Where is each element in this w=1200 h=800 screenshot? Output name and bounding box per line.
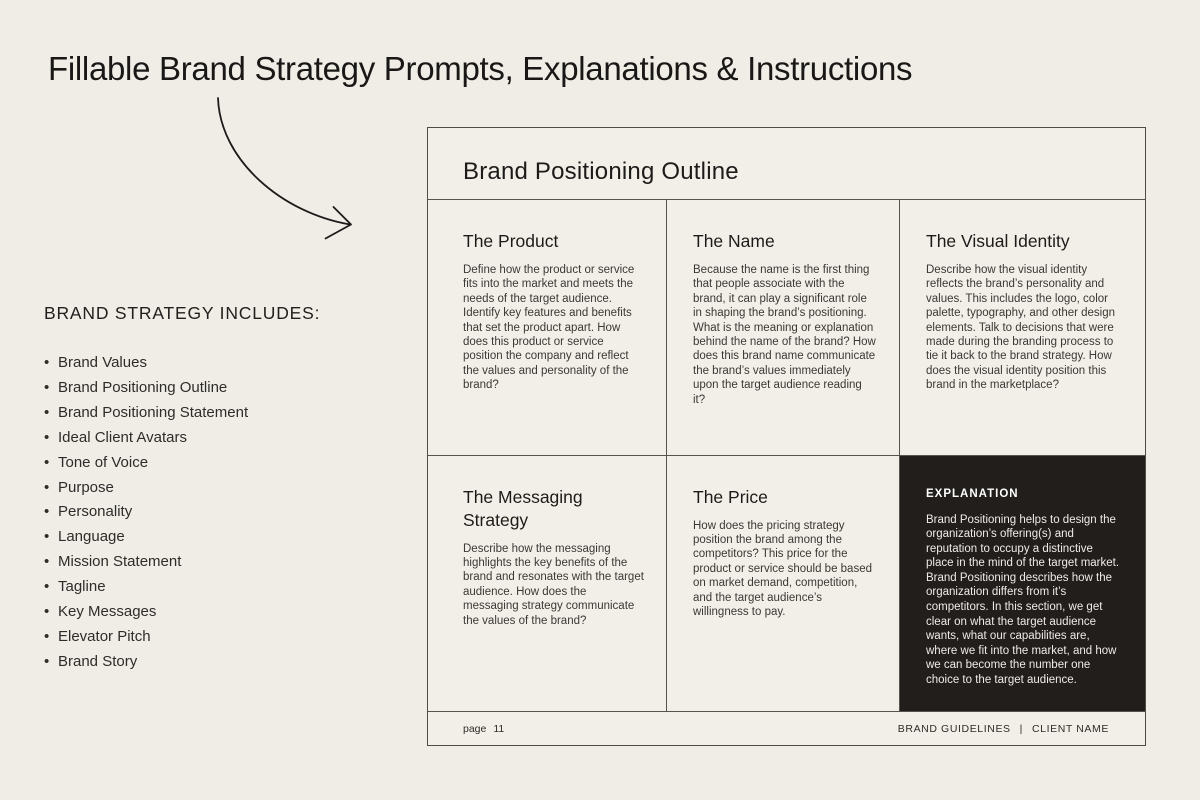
list-item: • Brand Values (44, 351, 404, 376)
page-indicator (463, 723, 504, 735)
cell-body: How does the pricing strategy position the brand among the competitors? This price for the product or service should be based on market demand, competition, and the target audience’s willingness to pay. (693, 519, 872, 618)
explanation-heading: EXPLANATION (926, 487, 1019, 500)
list-item: • Brand Story (44, 650, 404, 675)
cell-the-name (667, 200, 900, 456)
cell-body: Describe how the messaging highlights the key benefits of the brand and resonates with the target audience. How does the messaging strategy communicate the values of the brand? (463, 542, 644, 627)
panel-title: Brand Positioning Outline (463, 158, 739, 185)
footer-brand-client (898, 723, 1109, 735)
list-item: • Purpose (44, 476, 404, 501)
list-item: • Personality (44, 500, 404, 525)
list-item: • Mission Statement (44, 550, 404, 575)
panel-grid (428, 200, 1145, 711)
cell-the-visual-identity (900, 200, 1145, 456)
cell-body: Because the name is the first thing that people associate with the brand, it can play a significant role in shaping the brand’s positioning. What is the meaning or explanation behind the name of the brand? How does this brand name communicate the brand’s values immediately upon the target audience reading it? (693, 264, 876, 406)
page-number: 11 (493, 722, 505, 735)
list-item: • Key Messages (44, 600, 404, 625)
list-item: • Ideal Client Avatars (44, 426, 404, 451)
list-item: • Elevator Pitch (44, 625, 404, 650)
cell-body: Define how the product or service fits into the market and meets the needs of the target audience. Identify key features and benefits that set the product apart. How does this product or service position the company and reflect the values and personality of the brand? (463, 264, 635, 392)
cell-explanation (900, 456, 1145, 712)
cell-heading: The Price (693, 486, 768, 507)
panel-header (428, 128, 1145, 200)
doc-label: BRAND GUIDELINES (897, 722, 1011, 735)
page-title: Fillable Brand Strategy Prompts, Explanations & Instructions (48, 50, 913, 87)
list-item: • Brand Positioning Statement (44, 401, 404, 426)
cell-heading: The Messaging Strategy (463, 486, 583, 530)
page-label: page (463, 722, 487, 735)
cell-the-price (667, 456, 900, 712)
cell-the-product (428, 200, 667, 456)
list-item: • Tagline (44, 575, 404, 600)
cell-heading: The Name (693, 231, 775, 251)
sidebar-heading: BRAND STRATEGY INCLUDES: (44, 303, 321, 323)
list-item: • Language (44, 525, 404, 550)
cell-the-messaging-strategy (428, 456, 667, 712)
client-label: CLIENT NAME (1031, 722, 1109, 735)
list-item: • Brand Positioning Outline (44, 376, 404, 401)
cell-heading: The Product (463, 231, 559, 251)
brand-strategy-list (44, 351, 404, 675)
footer-separator: | (1019, 722, 1023, 735)
brand-strategy-list-section (44, 303, 404, 675)
panel-footer (428, 711, 1145, 745)
cell-body: Describe how the visual identity reflects the brand’s personality and values. This includes the logo, color palette, typography, and other design elements. Talk to decisions that were made during the branding process to tie it back to the brand strategy. How does the visual identity position this brand in the marketplace? (926, 264, 1116, 392)
brand-positioning-outline-panel (427, 127, 1146, 746)
cell-heading: The Visual Identity (926, 231, 1070, 251)
explanation-body: Brand Positioning helps to design the organization’s offering(s) and reputation to occupy a distinctive place in the mind of the target market. Brand Positioning describes how the organization differs from it’s competitors. In this section, we get clear on what the target audience wants, what our capabilities are, where we fit into the market, and how we can become the number one choice to the target audience. (926, 513, 1120, 687)
list-item: • Tone of Voice (44, 451, 404, 476)
